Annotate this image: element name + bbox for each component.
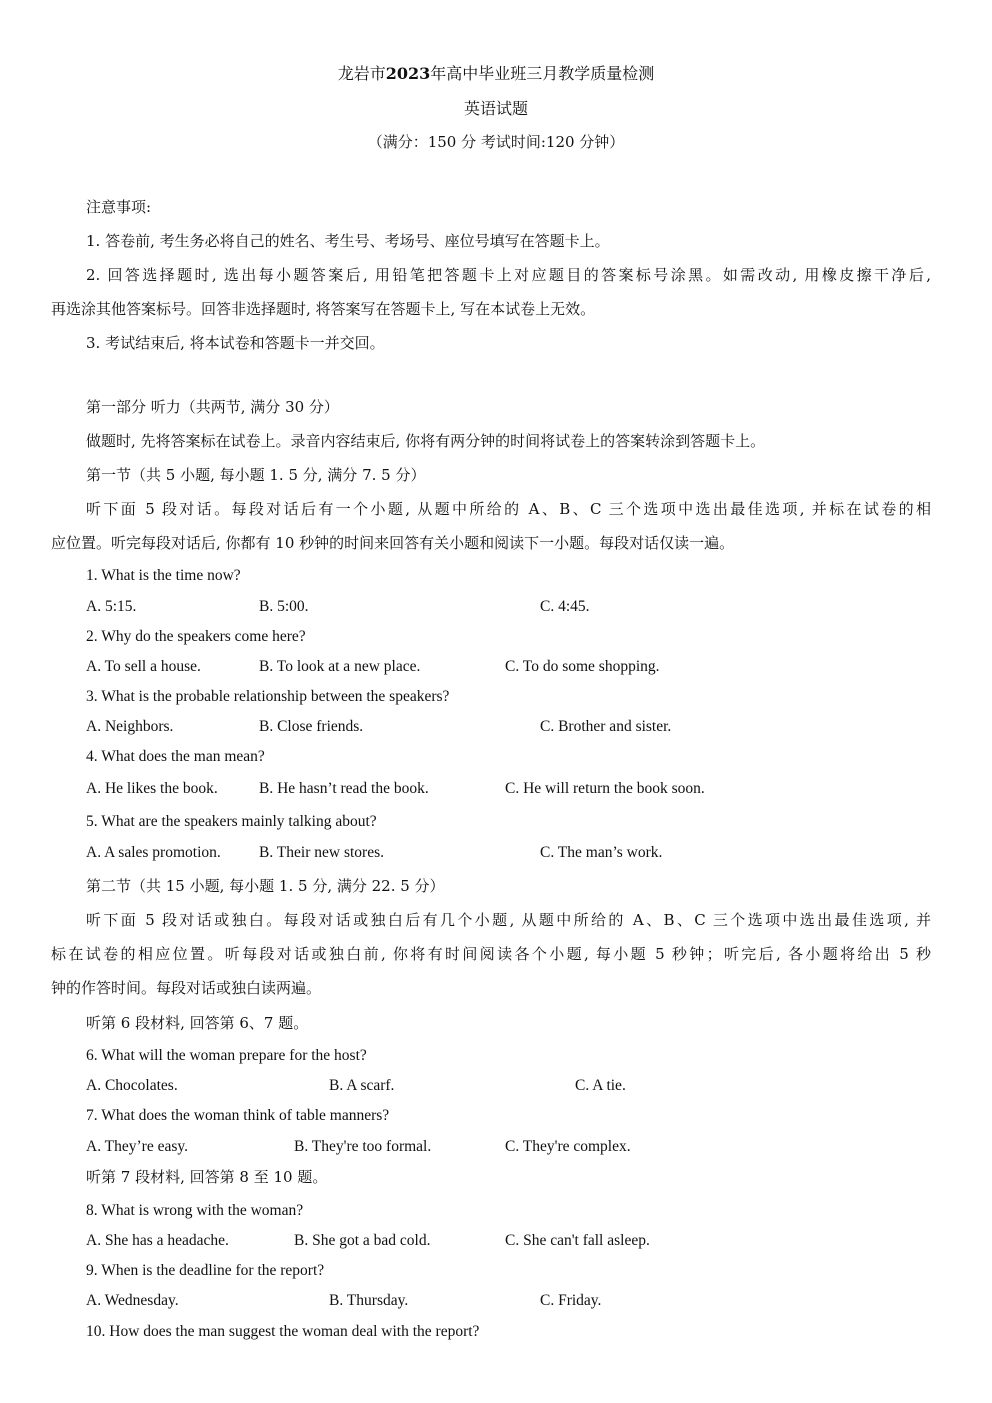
question-5: 5. What are the speakers mainly talking about? xyxy=(86,813,377,830)
part1-instruction: 做题时, 先将答案标在试卷上。录音内容结束后, 你将有两分钟的时间将试卷上的答案转涂到答题卡上。 xyxy=(86,432,766,450)
q2-option-c: C. To do some shopping. xyxy=(505,658,660,675)
part1-heading: 第一部分 听力（共两节, 满分 30 分） xyxy=(86,398,339,416)
q4-option-c: C. He will return the book soon. xyxy=(505,780,705,797)
title-year: 2023 xyxy=(385,64,431,83)
question-8: 8. What is wrong with the woman? xyxy=(86,1202,304,1219)
question-1: 1. What is the time now? xyxy=(86,567,241,584)
q4-option-a: A. He likes the book. xyxy=(86,780,218,797)
q1-option-b: B. 5:00. xyxy=(259,598,309,615)
q8-option-c: C. She can't fall asleep. xyxy=(505,1232,650,1249)
q7-option-a: A. They’re easy. xyxy=(86,1138,188,1155)
material-6-instruction: 听第 6 段材料, 回答第 6、7 题。 xyxy=(86,1014,309,1032)
notes-heading: 注意事项: xyxy=(86,198,152,216)
question-6: 6. What will the woman prepare for the host? xyxy=(86,1047,367,1064)
q7-option-b: B. They're too formal. xyxy=(294,1138,432,1155)
q3-option-a: A. Neighbors. xyxy=(86,718,174,735)
q8-option-a: A. She has a headache. xyxy=(86,1232,229,1249)
question-4: 4. What does the man mean? xyxy=(86,748,265,765)
note-item: 3. 考试结束后, 将本试卷和答题卡一并交回。 xyxy=(86,334,385,352)
section1-instruction: 听下面 5 段对话。每段对话后有一个小题, 从题中所给的 A、B、C 三个选项中选出最佳选项, 并标在试卷的相 xyxy=(86,500,931,518)
title-prefix: 龙岩市 xyxy=(337,64,386,83)
q6-option-a: A. Chocolates. xyxy=(86,1077,178,1094)
q3-option-c: C. Brother and sister. xyxy=(540,718,672,735)
section1-heading: 第一节（共 5 小题, 每小题 1. 5 分, 满分 7. 5 分） xyxy=(86,466,426,484)
q3-option-b: B. Close friends. xyxy=(259,718,364,735)
note-item-continued: 再选涂其他答案标号。回答非选择题时, 将答案写在答题卡上, 写在本试卷上无效。 xyxy=(51,300,596,318)
q9-option-a: A. Wednesday. xyxy=(86,1292,179,1309)
title-suffix: 年高中毕业班三月教学质量检测 xyxy=(430,64,655,83)
exam-info: （满分：150 分 考试时间:120 分钟） xyxy=(367,133,625,151)
section2-instruction-continued: 标在试卷的相应位置。听每段对话或独白前, 你将有时间阅读各个小题, 每小题 5 秒钟；听完后, 各小题将给出 5 秒 xyxy=(51,945,931,963)
material-7-instruction: 听第 7 段材料, 回答第 8 至 10 题。 xyxy=(86,1168,328,1186)
question-2: 2. Why do the speakers come here? xyxy=(86,628,306,645)
note-item: 1. 答卷前, 考生务必将自己的姓名、考生号、考场号、座位号填写在答题卡上。 xyxy=(86,232,610,250)
q5-option-a: A. A sales promotion. xyxy=(86,844,221,861)
q9-option-b: B. Thursday. xyxy=(329,1292,409,1309)
section2-heading: 第二节（共 15 小题, 每小题 1. 5 分, 满分 22. 5 分） xyxy=(86,877,445,895)
q5-option-c: C. The man’s work. xyxy=(540,844,663,861)
exam-subject: 英语试题 xyxy=(463,99,528,118)
section2-instruction-continued: 钟的作答时间。每段对话或独白读两遍。 xyxy=(51,979,322,997)
q6-option-b: B. A scarf. xyxy=(329,1077,395,1094)
section2-instruction: 听下面 5 段对话或独白。每段对话或独白后有几个小题, 从题中所给的 A、B、C 三个选项中选出最佳选项, 并 xyxy=(86,911,931,929)
q2-option-b: B. To look at a new place. xyxy=(259,658,421,675)
question-10: 10. How does the man suggest the woman deal with the report? xyxy=(86,1323,480,1340)
note-item: 2. 回答选择题时, 选出每小题答案后, 用铅笔把答题卡上对应题目的答案标号涂黑。如需改动, 用橡皮擦干净后, xyxy=(86,266,931,284)
question-9: 9. When is the deadline for the report? xyxy=(86,1262,325,1279)
question-3: 3. What is the probable relationship between the speakers? xyxy=(86,688,450,705)
section1-instruction-continued: 应位置。听完每段对话后, 你都有 10 秒钟的时间来回答有关小题和阅读下一小题。每段对话仅读一遍。 xyxy=(51,534,735,552)
question-7: 7. What does the woman think of table manners? xyxy=(86,1107,390,1124)
q1-option-c: C. 4:45. xyxy=(540,598,590,615)
q6-option-c: C. A tie. xyxy=(575,1077,626,1094)
exam-title xyxy=(0,64,992,84)
q1-option-a: A. 5:15. xyxy=(86,598,137,615)
q5-option-b: B. Their new stores. xyxy=(259,844,384,861)
q9-option-c: C. Friday. xyxy=(540,1292,602,1309)
q8-option-b: B. She got a bad cold. xyxy=(294,1232,431,1249)
q4-option-b: B. He hasn’t read the book. xyxy=(259,780,429,797)
q2-option-a: A. To sell a house. xyxy=(86,658,201,675)
q7-option-c: C. They're complex. xyxy=(505,1138,631,1155)
